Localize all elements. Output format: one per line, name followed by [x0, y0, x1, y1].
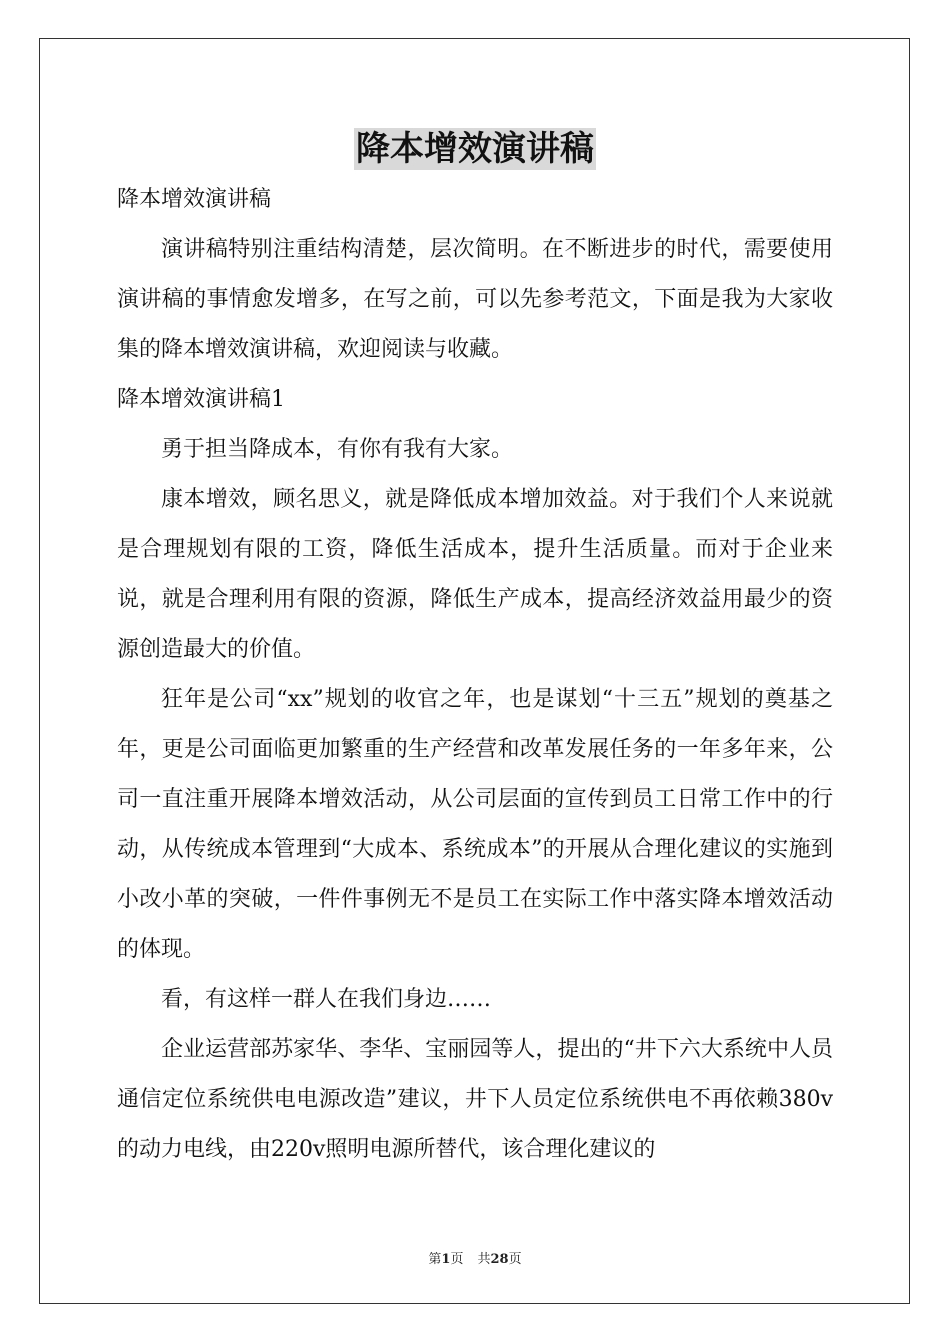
document-body [117, 175, 833, 1175]
paragraph-definition: 康本增效，顾名思义，就是降低成本增加效益。对于我们个人来说就是合理规划有限的工资，降低生活成本，提升生活质量。而对于企业来说，就是合理利用有限的资源，降低生产成本，提高经济效益用最少的资源创造最大的价值。 [117, 487, 833, 662]
document-title: 降本增效演讲稿 [356, 129, 594, 169]
paragraph-example: 企业运营部苏家华、李华、宝丽园等人，提出的“井下六大系统中人员通信定位系统供电电源改造”建议，井下人员定位系统供电不再依赖380v的动力电线，由220v照明电源所替代，该合理化建议的 [117, 1037, 833, 1162]
title-container [0, 128, 950, 170]
page-current: 1 [441, 1252, 451, 1267]
page-footer [0, 1248, 950, 1267]
page-unit: 页 [450, 1252, 464, 1267]
paragraph-subtitle: 降本增效演讲稿 [117, 187, 272, 212]
total-prefix: 共 [477, 1252, 491, 1267]
paragraph-section-heading: 降本增效演讲稿1 [117, 387, 285, 412]
paragraph-people: 看，有这样一群人在我们身边…… [161, 987, 492, 1012]
total-unit: 页 [508, 1252, 522, 1267]
paragraph-slogan: 勇于担当降成本，有你有我有大家。 [161, 437, 514, 462]
paragraph-intro: 演讲稿特别注重结构清楚，层次简明。在不断进步的时代，需要使用演讲稿的事情愈发增多，在写之前，可以先参考范文，下面是我为大家收集的降本增效演讲稿，欢迎阅读与收藏。 [117, 237, 833, 362]
page-prefix: 第 [428, 1252, 442, 1267]
paragraph-company-plan: 狂年是公司“xx”规划的收官之年，也是谋划“十三五”规划的奠基之年，更是公司面临更加繁重的生产经营和改革发展任务的一年多年来，公司一直注重开展降本增效活动，从公司层面的宣传到员工日常工作中的行动，从传统成本管理到“大成本、系统成本”的开展从合理化建议的实施到小改小革的突破，一件件事例无不是员工在实际工作中落实降本增效活动的体现。 [117, 687, 833, 962]
total-pages: 28 [490, 1252, 509, 1267]
